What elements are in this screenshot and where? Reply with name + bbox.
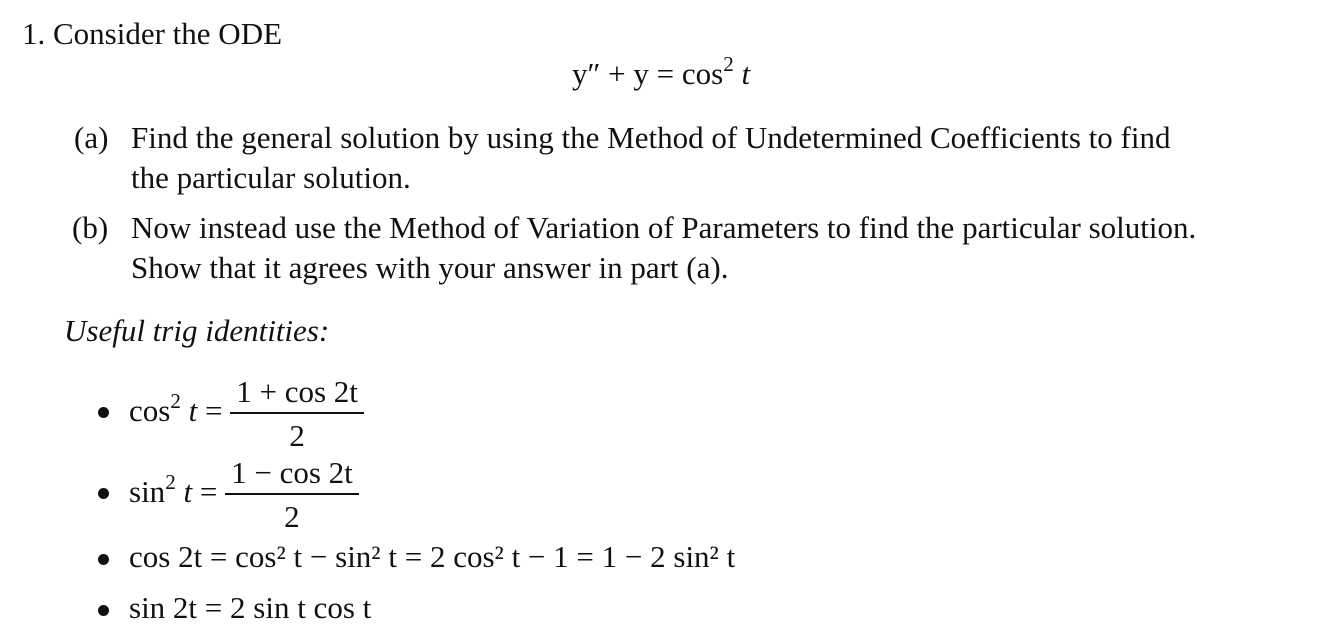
identity-sin-squared xyxy=(129,455,359,535)
identity-sin-sq-denominator: 2 xyxy=(284,498,300,534)
part-b-label: (b) xyxy=(72,210,109,245)
identity-sin-sq-fraction xyxy=(225,455,359,535)
identity-sin-sq-eq: = xyxy=(199,473,218,509)
identity-sin-sq-numerator: 1 − cos 2t xyxy=(231,455,353,490)
identity-cos-sq-denominator: 2 xyxy=(289,417,305,453)
identity-cos-sq-var: t xyxy=(188,392,198,428)
identity-sin-double-angle: sin 2t = 2 sin t cos t xyxy=(129,590,372,625)
identity-sin-sq-lhs: sin xyxy=(129,473,166,509)
ode-equation xyxy=(572,51,751,92)
part-a-label: (a) xyxy=(74,120,109,155)
identity-cos-sq-numerator: 1 + cos 2t xyxy=(236,374,358,409)
identity-cos-sq-lhs: cos xyxy=(129,392,171,428)
ode-lhs: y″ + y = cos xyxy=(572,56,724,91)
ode-variable: t xyxy=(741,56,751,91)
identity-cos-sq-eq: = xyxy=(205,392,223,428)
part-a-text-line1: Find the general solution by using the Method of Undetermined Coefficients to find xyxy=(131,120,1171,155)
identity-cos-sq-exp: 2 xyxy=(170,388,181,413)
identity-cos-squared xyxy=(129,374,364,454)
identities-title: Useful trig identities: xyxy=(64,313,330,348)
bullet-icon xyxy=(98,605,109,616)
problem-heading: 1. Consider the ODE xyxy=(22,16,283,51)
part-b-text-line2: Show that it agrees with your answer in part (a). xyxy=(131,250,729,285)
part-a-text-line2: the particular solution. xyxy=(131,160,411,195)
identity-sin-sq-var: t xyxy=(183,473,193,509)
bullet-icon xyxy=(98,488,109,499)
part-b-text-line1: Now instead use the Method of Variation of Parameters to find the particular solution. xyxy=(131,210,1197,245)
ode-exponent: 2 xyxy=(723,51,734,76)
identity-sin-sq-exp: 2 xyxy=(165,469,176,494)
identity-cos-sq-fraction xyxy=(230,374,364,454)
bullet-icon xyxy=(98,407,109,418)
bullet-icon xyxy=(98,554,109,565)
identity-cos-double-angle: cos 2t = cos² t − sin² t = 2 cos² t − 1 = 1 − 2 sin² t xyxy=(129,539,736,574)
